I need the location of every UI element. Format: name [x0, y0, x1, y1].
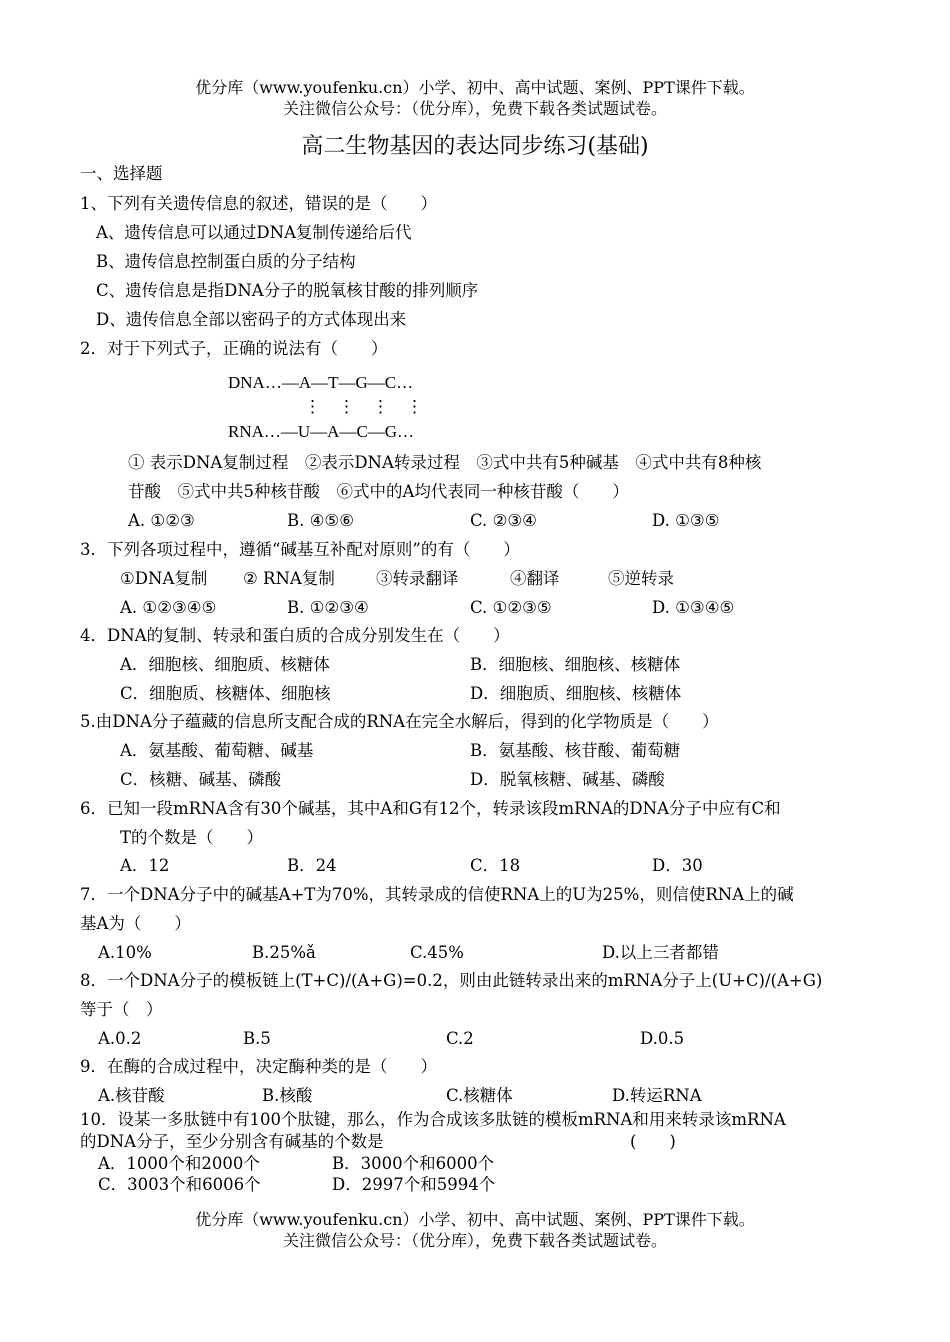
q8-option-b: B.5	[243, 1029, 271, 1048]
q10-option-a: A．1000个和2000个	[98, 1154, 260, 1173]
q5-option-b: B．氨基酸、核苷酸、葡萄糖	[470, 741, 681, 760]
q9-stem: 9．在酶的合成过程中，决定酶种类的是（ ）	[80, 1057, 437, 1076]
q2-desc-line-1: ① 表示DNA复制过程 ②表示DNA转录过程 ③式中共有5种碱基 ④式中共有8种核	[128, 453, 762, 472]
q3-item-4: ④翻译	[510, 569, 560, 588]
q4-stem: 4．DNA的复制、转录和蛋白质的合成分别发生在（ ）	[80, 626, 510, 645]
q8-stem-line-2: 等于（ ）	[80, 1000, 163, 1019]
q10-option-b: B．3000个和6000个	[332, 1154, 495, 1173]
q2-pairing-dots: ⋮ ⋮ ⋮ ⋮	[304, 397, 423, 416]
q3-option-b: B. ①②③④	[287, 598, 369, 617]
header-line-1: 优分库（www.youfenku.cn）小学、初中、高中试题、案例、PPT课件下载。	[195, 78, 755, 97]
footer-line-2: 关注微信公众号：（优分库），免费下载各类试题试卷。	[282, 1231, 667, 1250]
section-heading: 一、选择题	[80, 164, 163, 183]
q6-stem-line-2: T的个数是（ ）	[120, 828, 264, 847]
q4-option-c: C．细胞质、核糖体、细胞核	[120, 684, 331, 703]
q1-option-c: C、遗传信息是指DNA分子的脱氧核甘酸的排列顺序	[96, 281, 479, 300]
q3-item-2: ② RNA复制	[243, 569, 335, 588]
q7-stem-line-2: 基A为（ ）	[80, 914, 191, 933]
q6-option-c: C．18	[470, 856, 521, 875]
q2-desc-line-2: 苷酸 ⑤式中共5种核苷酸 ⑥式中的A均代表同一种核苷酸（ ）	[128, 482, 629, 501]
q1-option-a: A、遗传信息可以通过DNA复制传递给后代	[96, 223, 412, 242]
q3-item-5: ⑤逆转录	[608, 569, 674, 588]
q5-option-a: A．氨基酸、葡萄糖、碱基	[120, 741, 314, 760]
q8-option-a: A.0.2	[98, 1029, 142, 1048]
q10-option-d: D．2997个和5994个	[332, 1175, 496, 1194]
q1-option-b: B、遗传信息控制蛋白质的分子结构	[96, 252, 356, 271]
q3-item-3: ③转录翻译	[376, 569, 459, 588]
q8-option-d: D.0.5	[640, 1029, 685, 1048]
q4-option-a: A．细胞核、细胞质、核糖体	[120, 655, 330, 674]
q9-option-c: C.核糖体	[446, 1086, 513, 1105]
q3-stem: 3．下列各项过程中，遵循“碱基互补配对原则”的有（ ）	[80, 540, 520, 559]
q10-stem-line-1: 10．设某一多肽链中有100个肽键，那么，作为合成该多肽链的模板mRNA和用来转录该mRNA	[80, 1110, 786, 1129]
q7-option-d: D.以上三者都错	[602, 943, 719, 962]
q3-option-c: C. ①②③⑤	[470, 598, 552, 617]
q7-stem-line-1: 7．一个DNA分子中的碱基A+T为70%，其转录成的信使RNA上的U为25%，则信使RNA上的碱	[80, 885, 794, 904]
q5-stem: 5.由DNA分子蕴藏的信息所支配合成的RNA在完全水解后，得到的化学物质是（ ）	[80, 712, 719, 731]
q7-option-b: B.25%ǎ	[252, 943, 316, 962]
q3-option-d: D. ①③④⑤	[652, 598, 735, 617]
q7-option-c: C.45%	[410, 943, 464, 962]
q6-stem-line-1: 6．已知一段mRNA含有30个碱基，其中A和G有12个，转录该段mRNA的DNA分子中应有C和	[80, 799, 781, 818]
q2-stem: 2．对于下列式子，正确的说法有（ ）	[80, 339, 388, 358]
q6-option-a: A．12	[120, 856, 170, 875]
q10-answer-paren: ( )	[630, 1132, 676, 1151]
q7-option-a: A.10%	[98, 943, 152, 962]
q9-option-d: D.转运RNA	[612, 1086, 702, 1105]
q5-option-c: C．核糖、碱基、磷酸	[120, 770, 282, 789]
q2-dna-strand: DNA…—A—T—G—C…	[228, 373, 414, 392]
q4-option-b: B．细胞核、细胞核、核糖体	[470, 655, 681, 674]
q6-option-b: B．24	[287, 856, 337, 875]
q2-option-d: D. ①③⑤	[652, 511, 720, 530]
q4-option-d: D．细胞质、细胞核、核糖体	[470, 684, 682, 703]
q2-rna-strand: RNA…—U—A—C—G…	[228, 422, 415, 441]
q6-option-d: D．30	[652, 856, 703, 875]
footer-line-1: 优分库（www.youfenku.cn）小学、初中、高中试题、案例、PPT课件下载。	[195, 1210, 755, 1229]
q2-option-b: B. ④⑤⑥	[287, 511, 354, 530]
header-line-2: 关注微信公众号：（优分库），免费下载各类试题试卷。	[282, 99, 667, 118]
q10-option-c: C．3003个和6006个	[98, 1175, 261, 1194]
q5-option-d: D．脱氧核糖、碱基、磷酸	[470, 770, 665, 789]
q8-stem-line-1: 8．一个DNA分子的模板链上(T+C)/(A+G)=0.2，则由此链转录出来的mRNA分子上(U+C)/(A+G)	[80, 971, 823, 990]
page-title: 高二生物基因的表达同步练习(基础)	[301, 134, 649, 159]
q8-option-c: C.2	[446, 1029, 474, 1048]
q2-option-c: C. ②③④	[470, 511, 537, 530]
q3-item-1: ①DNA复制	[120, 569, 208, 588]
q1-option-d: D、遗传信息全部以密码子的方式体现出来	[96, 310, 407, 329]
q2-option-a: A. ①②③	[128, 511, 195, 530]
q3-option-a: A. ①②③④⑤	[120, 598, 217, 617]
q9-option-b: B.核酸	[262, 1086, 313, 1105]
q1-stem: 1、下列有关遗传信息的叙述，错误的是（ ）	[80, 194, 437, 213]
q10-stem-line-2: 的DNA分子，至少分别含有碱基的个数是	[80, 1132, 384, 1151]
q9-option-a: A.核苷酸	[98, 1086, 165, 1105]
